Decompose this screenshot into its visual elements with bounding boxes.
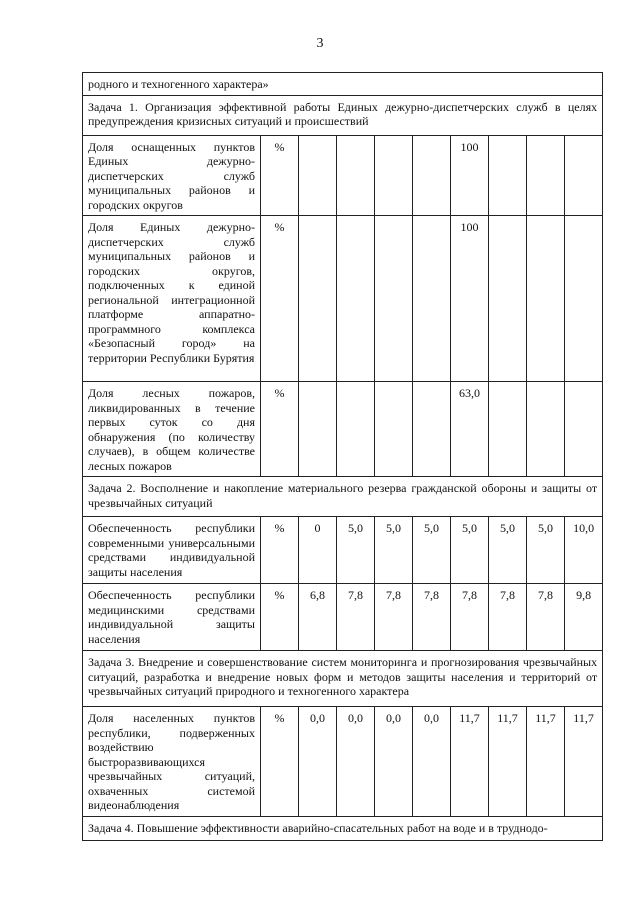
- value-cell: 0,0: [375, 707, 413, 817]
- value-cell: 11,7: [489, 707, 527, 817]
- indicator-row: [83, 135, 603, 216]
- value-cell: 0,0: [413, 707, 451, 817]
- value-cell: 0,0: [337, 707, 375, 817]
- indicator-row: [83, 707, 603, 817]
- value-cell: 7,8: [413, 584, 451, 651]
- task-row: [83, 816, 603, 840]
- value-cell: 5,0: [413, 517, 451, 584]
- value-cell: [375, 216, 413, 382]
- value-cell: [489, 135, 527, 216]
- indicator-name: Обеспеченность республики медицинскими средствами индивидуальной защиты населения: [83, 584, 261, 651]
- value-cell: 5,0: [375, 517, 413, 584]
- value-cell: 7,8: [451, 584, 489, 651]
- task-row: [83, 95, 603, 135]
- value-cell: [375, 382, 413, 477]
- unit-cell: %: [261, 216, 299, 382]
- unit-cell: %: [261, 707, 299, 817]
- value-cell: 7,8: [527, 584, 565, 651]
- value-cell: [299, 216, 337, 382]
- value-cell: [299, 382, 337, 477]
- value-cell: [527, 382, 565, 477]
- value-cell: [375, 135, 413, 216]
- value-cell: [413, 216, 451, 382]
- value-cell: [489, 216, 527, 382]
- value-cell: [337, 216, 375, 382]
- value-cell: 7,8: [375, 584, 413, 651]
- value-cell: 9,8: [565, 584, 603, 651]
- value-cell: [527, 135, 565, 216]
- continuation-cell: родного и техногенного характера»: [83, 73, 603, 96]
- indicator-row: [83, 216, 603, 382]
- indicator-row: [83, 382, 603, 477]
- indicator-row: [83, 584, 603, 651]
- page-number: 3: [316, 36, 324, 51]
- indicator-name: Доля лесных пожаров, ликвидированных в течение первых суток со дня обнаружения (по количеству случаев), в общем количестве лесных пожаров: [83, 382, 261, 477]
- task-cell: Задача 4. Повышение эффективности аварийно-спасательных работ на воде и в труднодо-: [83, 816, 603, 840]
- value-cell: 11,7: [451, 707, 489, 817]
- task-cell: Задача 1. Организация эффективной работы Единых дежурно-диспетчерских служб в целях предупреждения кризисных ситуаций и происшествий: [83, 95, 603, 135]
- unit-cell: %: [261, 517, 299, 584]
- indicator-name: Доля населенных пунктов республики, подверженных воздействию быстроразвивающихся чрезвычайных ситуаций, охваченных системой видеонаблюдения: [83, 707, 261, 817]
- value-cell: 100: [451, 135, 489, 216]
- value-cell: [489, 382, 527, 477]
- value-cell: [565, 216, 603, 382]
- value-cell: 5,0: [451, 517, 489, 584]
- unit-cell: %: [261, 135, 299, 216]
- value-cell: 10,0: [565, 517, 603, 584]
- value-cell: 6,8: [299, 584, 337, 651]
- value-cell: 5,0: [527, 517, 565, 584]
- value-cell: [413, 135, 451, 216]
- task-cell: Задача 3. Внедрение и совершенствование систем мониторинга и прогнозирования чрезвычайных ситуаций, разработка и внедрение новых форм и методов защиты населения и территорий от чрезвычайных ситуаций природного и техногенного характера: [83, 651, 603, 707]
- indicators-table: [82, 72, 603, 841]
- value-cell: 0: [299, 517, 337, 584]
- value-cell: 11,7: [527, 707, 565, 817]
- value-cell: 63,0: [451, 382, 489, 477]
- value-cell: 7,8: [337, 584, 375, 651]
- value-cell: 0,0: [299, 707, 337, 817]
- indicator-row: [83, 517, 603, 584]
- value-cell: [527, 216, 565, 382]
- unit-cell: %: [261, 382, 299, 477]
- value-cell: 7,8: [489, 584, 527, 651]
- value-cell: [565, 382, 603, 477]
- table-body: [83, 73, 603, 841]
- value-cell: [337, 382, 375, 477]
- value-cell: [337, 135, 375, 216]
- value-cell: [413, 382, 451, 477]
- value-cell: 100: [451, 216, 489, 382]
- continuation-row: [83, 73, 603, 96]
- value-cell: 11,7: [565, 707, 603, 817]
- indicator-name: Доля оснащенных пунктов Единых дежурно-диспетчерских служб муниципальных районов и городских округов: [83, 135, 261, 216]
- task-row: [83, 651, 603, 707]
- value-cell: [299, 135, 337, 216]
- task-cell: Задача 2. Восполнение и накопление материального резерва гражданской обороны и защиты от чрезвычайных ситуаций: [83, 477, 603, 517]
- value-cell: [565, 135, 603, 216]
- task-row: [83, 477, 603, 517]
- indicator-name: Обеспеченность республики современными универсальными средствами индивидуальной защиты населения: [83, 517, 261, 584]
- value-cell: 5,0: [489, 517, 527, 584]
- unit-cell: %: [261, 584, 299, 651]
- indicator-name: Доля Единых дежурно-диспетчерских служб муниципальных районов и городских округов, подключенных к единой региональной интеграционной платформе аппаратно-программного комплекса «Безопасный город» на территории Республики Бурятия: [83, 216, 261, 382]
- value-cell: 5,0: [337, 517, 375, 584]
